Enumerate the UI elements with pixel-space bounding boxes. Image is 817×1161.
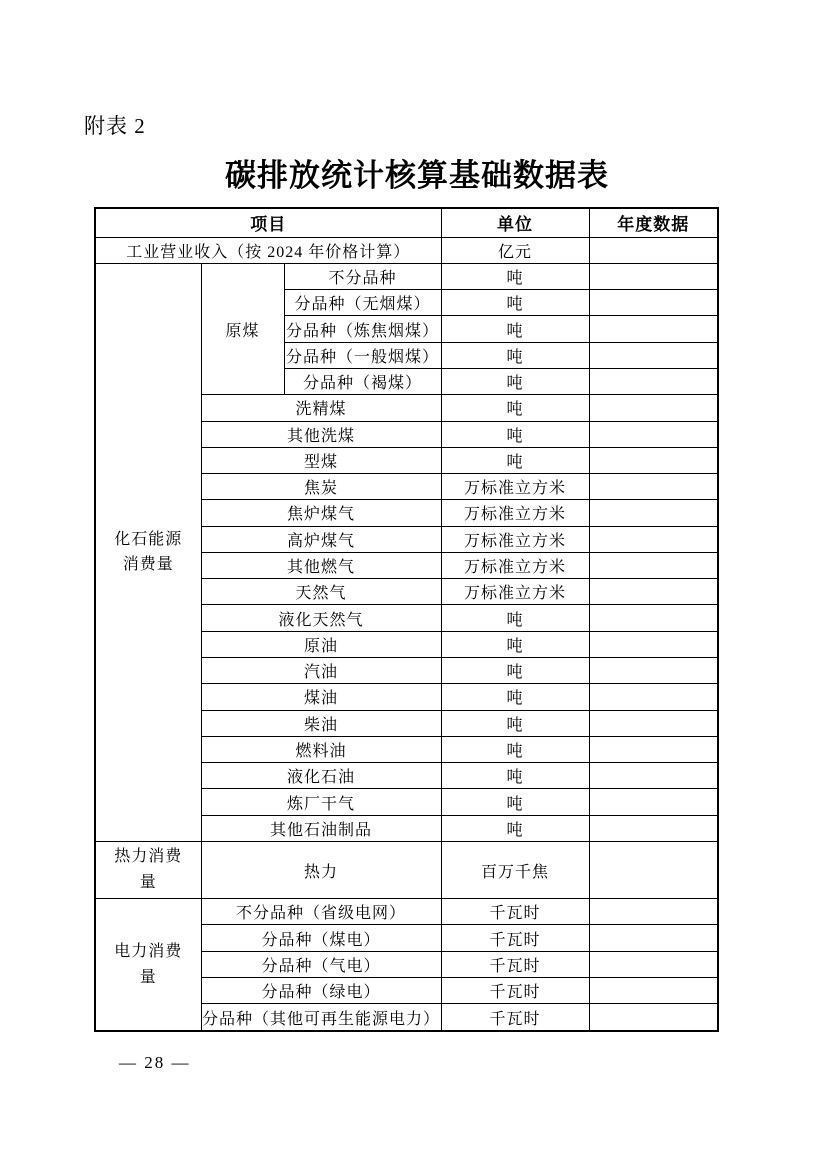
item-cell: 分品种（炼焦烟煤） [284,316,441,342]
annual-data-cell [589,290,718,316]
annual-data-cell [589,526,718,552]
annual-data-cell [589,631,718,657]
unit-cell: 亿元 [441,237,589,263]
item-cell: 煤油 [201,684,441,710]
annual-data-cell [589,763,718,789]
unit-cell: 千瓦时 [441,899,589,925]
annual-data-cell [589,579,718,605]
unit-cell: 吨 [441,763,589,789]
item-cell: 不分品种（省级电网） [201,899,441,925]
unit-cell: 千瓦时 [441,978,589,1004]
col-header-item: 项目 [95,208,441,237]
item-cell: 天然气 [201,579,441,605]
item-cell: 型煤 [201,447,441,473]
item-cell: 不分品种 [284,263,441,289]
unit-cell: 百万千焦 [441,842,589,899]
unit-cell: 吨 [441,290,589,316]
annual-data-cell [589,552,718,578]
unit-cell: 吨 [441,421,589,447]
table-row-revenue [95,237,718,263]
unit-cell: 万标准立方米 [441,474,589,500]
annual-data-cell [589,395,718,421]
item-cell: 其他石油制品 [201,815,441,841]
page-title: 碳排放统计核算基础数据表 [225,158,609,193]
item-cell: 原油 [201,631,441,657]
subgroup-label-raw-coal: 原煤 [201,263,284,394]
annual-data-cell [589,447,718,473]
item-cell: 高炉煤气 [201,526,441,552]
unit-cell: 千瓦时 [441,1004,589,1031]
unit-cell: 吨 [441,789,589,815]
annual-data-cell [589,368,718,394]
item-cell: 焦炉煤气 [201,500,441,526]
unit-cell: 吨 [441,395,589,421]
page-number: — 28 — [119,1053,191,1072]
unit-cell: 吨 [441,736,589,762]
annual-data-cell [589,500,718,526]
annual-data-cell [589,736,718,762]
item-cell: 分品种（无烟煤） [284,290,441,316]
annual-data-cell [589,951,718,977]
table-row [95,263,718,289]
annual-data-cell [589,684,718,710]
item-cell: 焦炭 [201,474,441,500]
annual-data-cell [589,474,718,500]
item-cell: 炼厂干气 [201,789,441,815]
unit-cell: 吨 [441,658,589,684]
item-cell: 其他燃气 [201,552,441,578]
group-label-fossil-energy: 化石能源消费量 [95,263,201,841]
annual-data-cell [589,1004,718,1031]
annual-data-cell [589,815,718,841]
unit-cell: 吨 [441,368,589,394]
col-header-annual-data: 年度数据 [589,208,718,237]
item-cell: 其他洗煤 [201,421,441,447]
group-label-electricity: 电力消费量 [95,899,201,1031]
item-cell: 工业营业收入（按 2024 年价格计算） [95,237,441,263]
unit-cell: 万标准立方米 [441,500,589,526]
unit-cell: 千瓦时 [441,951,589,977]
unit-cell: 吨 [441,316,589,342]
unit-cell: 万标准立方米 [441,552,589,578]
table-row-heat [95,842,718,899]
item-cell: 燃料油 [201,736,441,762]
annual-data-cell [589,316,718,342]
unit-cell: 吨 [441,710,589,736]
unit-cell: 吨 [441,447,589,473]
annual-data-cell [589,899,718,925]
item-cell: 分品种（褐煤） [284,368,441,394]
unit-cell: 千瓦时 [441,925,589,951]
item-cell: 分品种（其他可再生能源电力） [201,1004,441,1031]
annex-label: 附表 2 [84,114,146,138]
group-label-heat: 热力消费量 [95,842,201,899]
item-cell: 洗精煤 [201,395,441,421]
item-cell: 液化天然气 [201,605,441,631]
annual-data-cell [589,421,718,447]
item-cell: 汽油 [201,658,441,684]
unit-cell: 吨 [441,263,589,289]
carbon-data-table [94,207,719,1032]
col-header-unit: 单位 [441,208,589,237]
unit-cell: 吨 [441,631,589,657]
item-cell: 分品种（绿电） [201,978,441,1004]
unit-cell: 吨 [441,684,589,710]
unit-cell: 吨 [441,342,589,368]
item-cell: 分品种（一般烟煤） [284,342,441,368]
annual-data-cell [589,605,718,631]
annual-data-cell [589,925,718,951]
annual-data-cell [589,658,718,684]
item-cell: 分品种（煤电） [201,925,441,951]
item-cell: 柴油 [201,710,441,736]
unit-cell: 吨 [441,605,589,631]
item-cell: 液化石油 [201,763,441,789]
item-cell: 分品种（气电） [201,951,441,977]
unit-cell: 吨 [441,815,589,841]
table-row [95,899,718,925]
annual-data-cell [589,789,718,815]
annual-data-cell [589,263,718,289]
annual-data-cell [589,342,718,368]
annual-data-cell [589,237,718,263]
annual-data-cell [589,710,718,736]
annual-data-cell [589,842,718,899]
annual-data-cell [589,978,718,1004]
item-cell: 热力 [201,842,441,899]
table-header-row [95,208,718,237]
unit-cell: 万标准立方米 [441,579,589,605]
unit-cell: 万标准立方米 [441,526,589,552]
